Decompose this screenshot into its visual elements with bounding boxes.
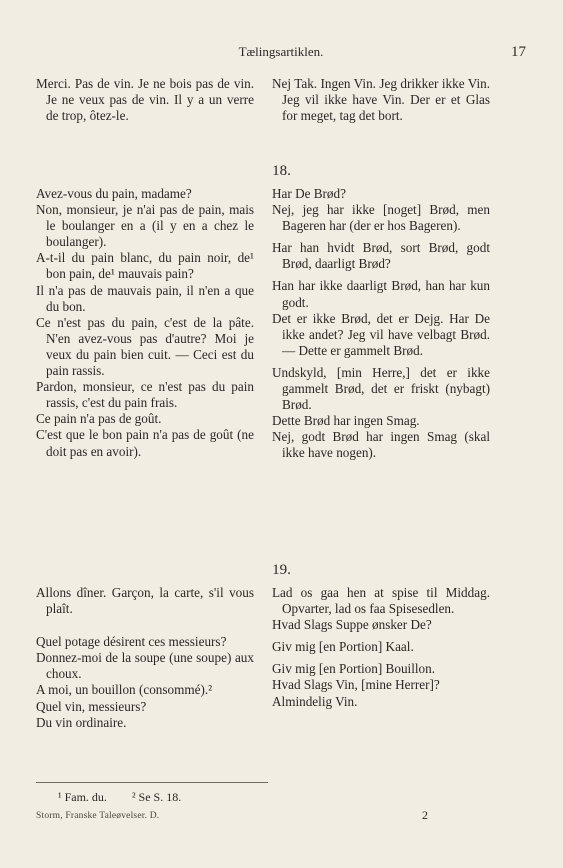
french-line: Allons dîner. Garçon, la carte, s'il vous plaît. [36, 585, 254, 617]
french-line: Donnez-moi de la soupe (une soupe) aux choux. [36, 650, 254, 682]
section-18-danish [272, 186, 490, 462]
danish-line: Dette Brød har ingen Smag. [272, 413, 420, 429]
danish-line: Giv mig [en Portion] Bouillon. [272, 661, 436, 677]
sheet-number: 2 [422, 808, 428, 822]
imprint-line: Storm, Franske Taleøvelser. D. [36, 811, 160, 821]
footnote: ² Se S. 18. [131, 790, 182, 804]
french-line: Du vin ordinaire. [36, 714, 127, 730]
footnote-divider [36, 782, 268, 783]
page-number: 17 [511, 44, 526, 60]
danish-line: Undskyld, [min Herre,] det er ikke gammelt Brød, det er friskt (nybagt) Brød. [272, 364, 490, 413]
danish-line: Hvad Slags Suppe ønsker De? [272, 617, 432, 633]
french-line: Ce n'est pas du pain, c'est de la pâte. N'en avez-vous pas d'autre? Moi je veux du pain bien cuit. — Ceci est du pain rassis. [36, 314, 254, 379]
danish-line: Almindelig Vin. [272, 693, 358, 709]
french-line: Ce pain n'a pas de goût. [36, 411, 162, 427]
danish-line: Nej, godt Brød har ingen Smag (skal ikke have nogen). [272, 429, 490, 461]
danish-line: Han har ikke daarligt Brød, han har kun godt. [272, 278, 490, 310]
section-0-french [36, 76, 254, 124]
french-line: Non, monsieur, je n'ai pas de pain, mais le boulanger en a (il y en a chez le boulanger). [36, 202, 254, 250]
danish-line: Lad os gaa hen at spise til Middag. Opvarter, lad os faa Spisesedlen. [272, 585, 490, 617]
french-line: A moi, un bouillon (consommé).² [36, 682, 213, 698]
danish-line: Giv mig [en Portion] Kaal. [272, 639, 414, 655]
section-19-danish [272, 585, 490, 710]
french-line: Quel vin, messieurs? [36, 698, 147, 714]
section-number: 19. [272, 562, 291, 578]
running-title: Tælingsartiklen. [238, 44, 324, 59]
danish-line: Nej, jeg har ikke [noget] Brød, men Bageren har (der er hos Bageren). [272, 202, 490, 234]
running-header [36, 44, 526, 62]
section-number: 18. [272, 163, 291, 179]
danish-line: Har han hvidt Brød, sort Brød, godt Brød, daarligt Brød? [272, 240, 490, 272]
french-line: Pardon, monsieur, ce n'est pas du pain rassis, c'est du pain frais. [36, 379, 254, 411]
danish-line: Har De Brød? [272, 186, 346, 201]
french-line: Il n'a pas de mauvais pain, il n'en a que du bon. [36, 282, 254, 314]
french-line: A-t-il du pain blanc, du pain noir, de¹ bon pain, de¹ mauvais pain? [36, 250, 254, 282]
danish-line: Nej Tak. Ingen Vin. Jeg drikker ikke Vin. Jeg vil ikke have Vin. Der er et Glas for meget, tag det bort. [272, 76, 490, 124]
danish-line: Hvad Slags Vin, [mine Herrer]? [272, 677, 440, 693]
french-line: Merci. Pas de vin. Je ne bois pas de vin. Je ne veux pas de vin. Il y a un verre de trop, ôtez-le. [36, 76, 254, 124]
french-line: Avez-vous du pain, madame? [36, 186, 192, 201]
danish-line: Det er ikke Brød, det er Dejg. Har De ikke andet? Jeg vil have velbagt Brød. — Dette er gammelt Brød. [272, 310, 490, 358]
section-18-french [36, 186, 254, 460]
footnote: ¹ Fam. du. [58, 790, 107, 804]
section-0-danish [272, 76, 490, 124]
footnotes [58, 790, 203, 805]
french-line: C'est que le bon pain n'a pas de goût (ne doit pas en avoir). [36, 427, 254, 459]
french-line: Quel potage désirent ces messieurs? [36, 634, 227, 650]
section-19-french [36, 585, 254, 731]
